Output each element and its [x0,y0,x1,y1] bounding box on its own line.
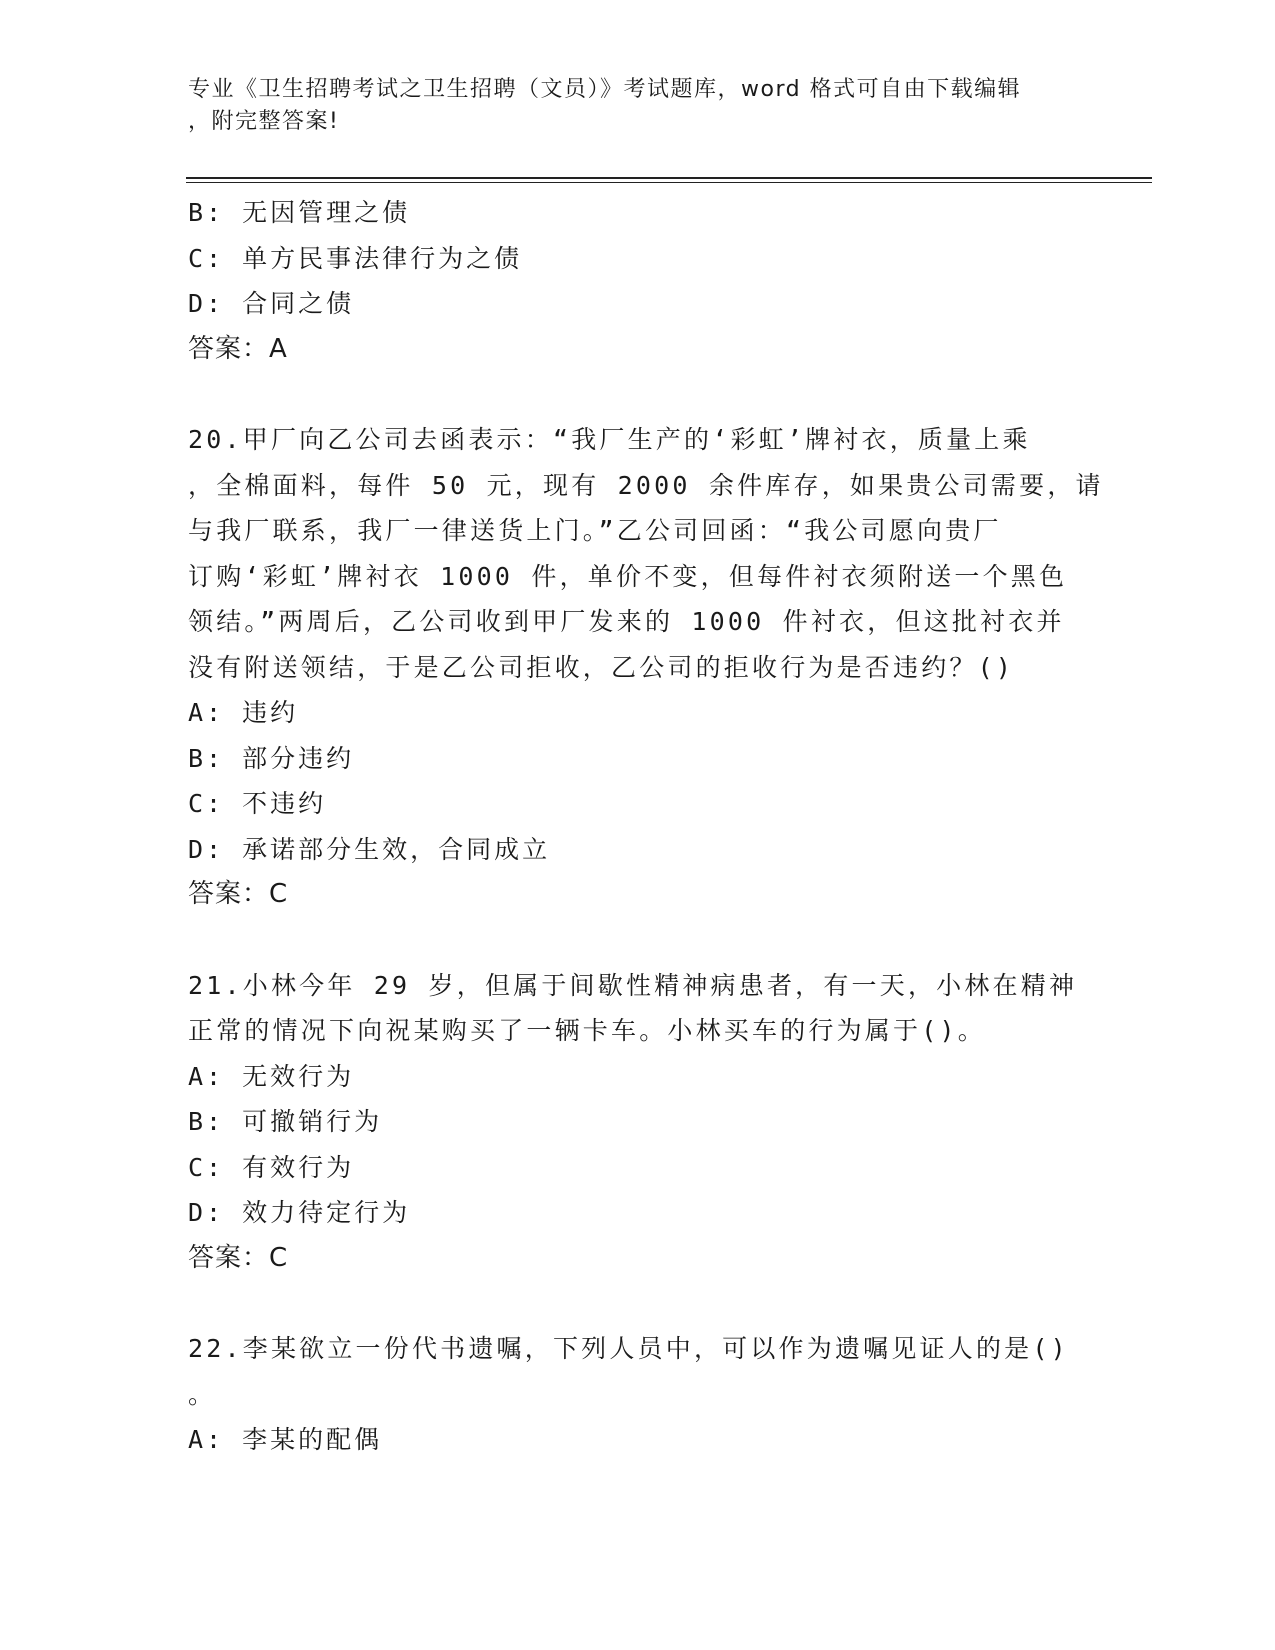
option-d: D: 效力待定行为 [188,1198,411,1227]
document-header [188,74,1068,138]
question-21 [188,963,1088,1282]
answer-line: 答案：C [188,879,289,909]
answer-line: 答案：A [188,333,288,364]
header-divider-thick [186,177,1152,179]
stem-line: 没有附送领结，于是乙公司拒收，乙公司的拒收行为是否违约？() [188,652,1015,682]
stem-line: ，全棉面料，每件 50 元，现有 2000 余件库存，如果贵公司需要，请 [188,470,1104,500]
stem-line: 与我厂联系，我厂一律送货上门。”乙公司回函：“我公司愿向贵厂 [188,516,1002,545]
question-stem [188,417,1104,690]
stem-line: 22.李某欲立一份代书遗嘱，下列人员中，可以作为遗嘱见证人的是() [188,1334,1069,1363]
option-d: D: 合同之债 [188,289,355,318]
question-20 [188,417,1104,918]
option-a: A: 李某的配偶 [188,1425,383,1454]
stem-line: 。 [188,1379,217,1409]
option-a: A: 无效行为 [188,1061,355,1091]
stem-line: 领结。”两周后，乙公司收到甲厂发来的 1000 件衬衣，但这批衬衣并 [188,607,1065,636]
option-c: C: 不违约 [188,789,327,818]
option-b: B: 部分违约 [188,743,355,773]
spacer [188,1281,1088,1326]
question-19-tail [188,190,1088,372]
answer-line: 答案：C [188,1242,289,1273]
option-c: C: 有效行为 [188,1152,355,1182]
question-stem [188,1326,1088,1417]
option-c: C: 单方民事法律行为之债 [188,243,523,273]
question-stem [188,963,1088,1054]
header-line-2: ，附完整答案! [188,109,340,134]
stem-line: 订购‘彩虹’牌衬衣 1000 件，单价不变，但每件衬衣须附送一个黑色 [188,561,1068,591]
stem-line: 21.小林今年 29 岁，但属于间歇性精神病患者，有一天，小林在精神 [188,970,1078,1000]
header-line-1: 专业《卫生招聘考试之卫生招聘（文员）》考试题库，word 格式可自由下载编辑 [188,77,1022,102]
header-divider-thin [186,182,1152,183]
option-a: A: 违约 [188,698,299,727]
spacer [188,918,1088,963]
question-list [188,190,1104,1463]
stem-line: 20.甲厂向乙公司去函表示：“我厂生产的‘彩虹’牌衬衣，质量上乘 [188,425,1031,454]
option-b: B: 无因管理之债 [188,198,411,227]
stem-line: 正常的情况下向祝某购买了一辆卡车。小林买车的行为属于()。 [188,1016,986,1045]
option-b: B: 可撤销行为 [188,1107,383,1136]
spacer [188,372,1088,417]
option-d: D: 承诺部分生效，合同成立 [188,834,551,864]
question-22 [188,1326,1088,1463]
